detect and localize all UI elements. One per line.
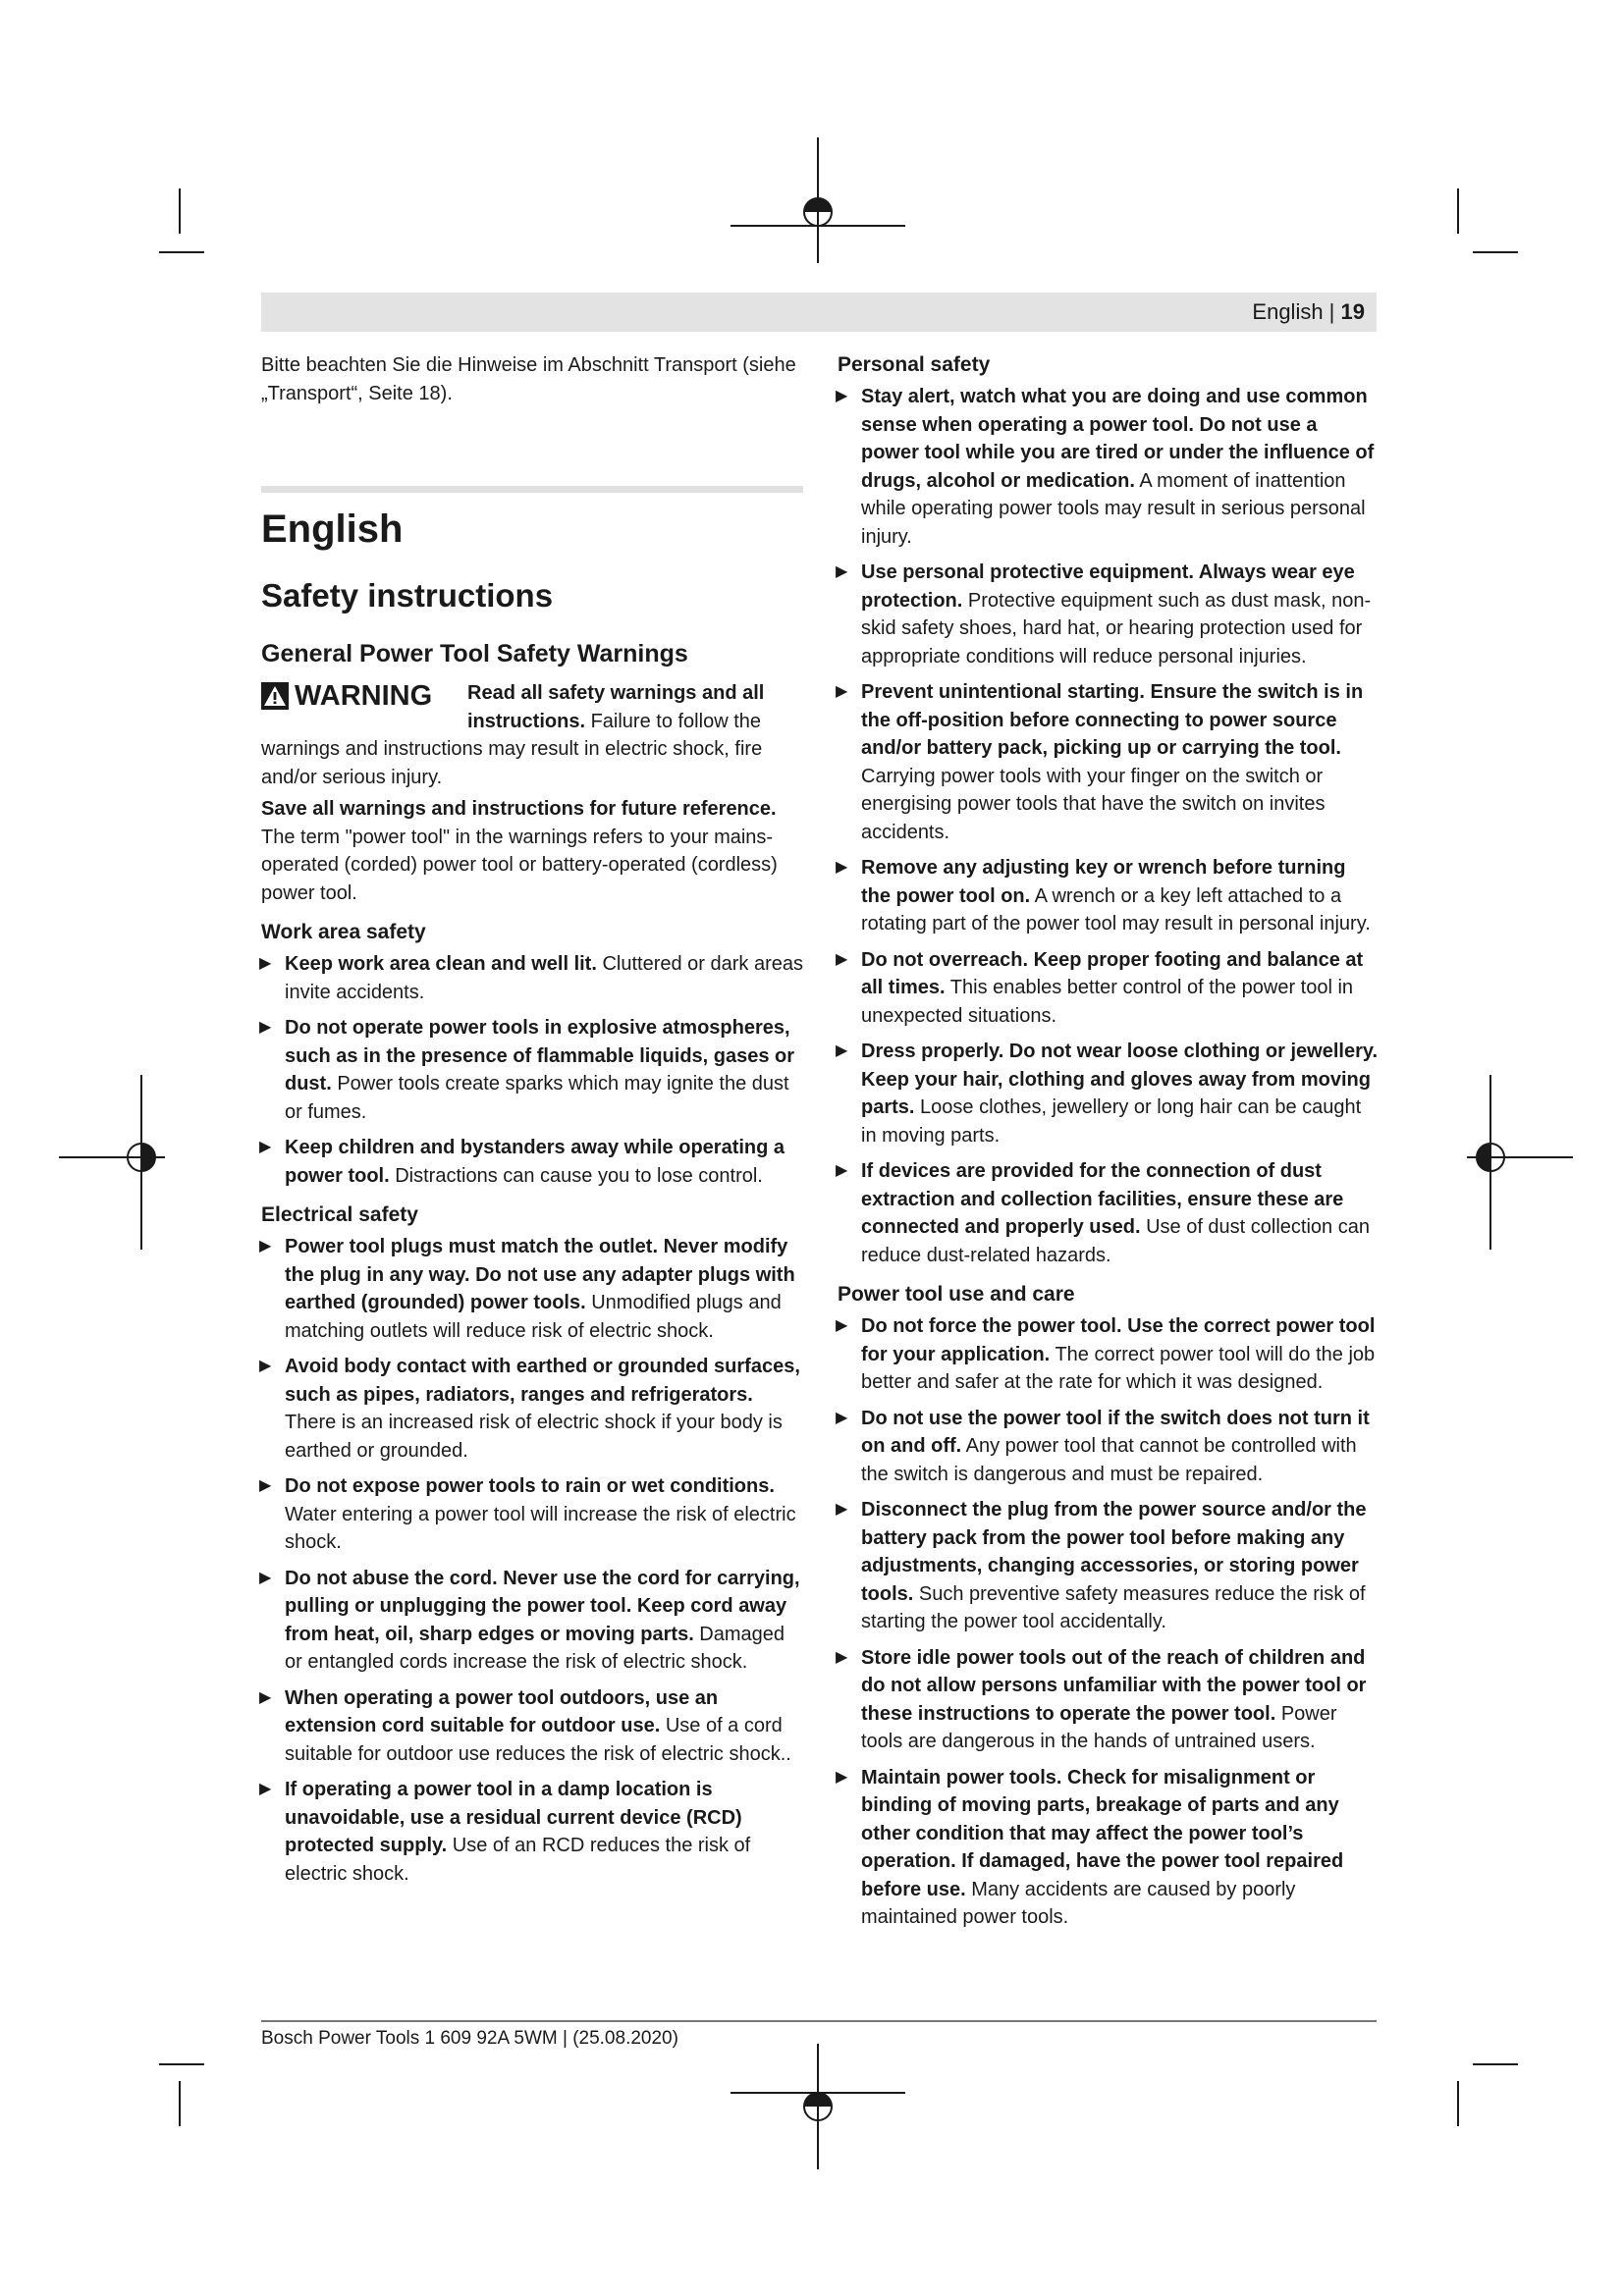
list-item: ▶ If devices are provided for the connection of dust extraction and collection facilities, ensure these are connected and properly used. Use of dust collection can reduce dust-related hazards. <box>838 1157 1380 1269</box>
list-item: ▶ If operating a power tool in a damp location is unavoidable, use a residual current device (RCD) protected supply. Use of an RCD reduces the risk of electric shock. <box>261 1776 803 1888</box>
crop-mark <box>179 188 181 234</box>
left-column <box>261 351 803 1896</box>
section-title: English <box>261 507 404 551</box>
list-item: ▶ Do not overreach. Keep proper footing and balance at all times. This enables better control of the power tool in unexpected situations. <box>838 946 1380 1031</box>
list-item: ▶ Dress properly. Do not wear loose clothing or jewellery. Keep your hair, clothing and gloves away from moving parts. Loose clothes, jewellery or long hair can be caught in moving parts. <box>838 1038 1380 1149</box>
list-item: ▶ Store idle power tools out of the reach of children and do not allow persons unfamiliar with the power tool or these instructions to operate the power tool. Power tools are dangerous in the hands of untrained users. <box>838 1644 1380 1756</box>
work-area-heading: Work area safety <box>261 921 426 943</box>
term-note: The term "power tool" in the warnings refers to your mains-operated (corded) power tool or battery-operated (cordless) power tool. <box>261 826 778 904</box>
list-item: ▶ Use personal protective equipment. Always wear eye protection. Protective equipment such as dust mask, non-skid safety shoes, hard hat, or hearing protection used for appropriate conditions will reduce personal injuries. <box>838 559 1380 670</box>
crop-mark <box>159 251 204 253</box>
registration-mark-icon <box>731 137 907 265</box>
header-language: English <box>1252 299 1324 324</box>
list-item: ▶ Disconnect the plug from the power source and/or the battery pack from the power tool before making any adjustments, changing accessories, or storing power tools. Such preventive safety measures reduce the risk of starting the power tool accidentally. <box>838 1496 1380 1636</box>
warning-word: WARNING <box>295 680 433 712</box>
list-item: ▶ Prevent unintentional starting. Ensure the switch is in the off-position before connecting to power source and/or battery pack, picking up or carrying the tool. Carrying power tools with your finger on the switch or energising power tools that have the switch on invites accidents. <box>838 678 1380 846</box>
save-note: Save all warnings and instructions for future reference. <box>261 798 777 820</box>
list-item: ▶ Stay alert, watch what you are doing and use common sense when operating a power tool. Do not use a power tool while you are tired or under the influence of drugs, alcohol or medication. A moment of inattention while operating power tools may result in serious personal injury. <box>838 383 1380 551</box>
warning-bold: Read all safety warnings and all instructions. <box>467 682 765 732</box>
list-item: ▶ Power tool plugs must match the outlet. Never modify the plug in any way. Do not use any adapter plugs with earthed (grounded) power tools. Unmodified plugs and matching outlets will reduce risk of electric shock. <box>261 1233 803 1345</box>
list-item: ▶ Avoid body contact with earthed or grounded surfaces, such as pipes, radiators, ranges and refrigerators. There is an increased risk of electric shock if your body is earthed or grounded. <box>261 1353 803 1465</box>
header-text <box>1252 299 1365 325</box>
registration-mark-icon <box>59 1075 167 1252</box>
personal-heading: Personal safety <box>838 353 991 376</box>
header-separator: | <box>1323 299 1341 324</box>
intro-paragraph: Bitte beachten Sie die Hinweise im Abschnitt Transport (siehe „Transport“, Seite 18). <box>261 354 796 404</box>
work-area-list <box>261 950 803 1190</box>
registration-mark-icon <box>1467 1075 1575 1252</box>
list-item: ▶ When operating a power tool outdoors, use an extension cord suitable for outdoor use. Use of a cord suitable for outdoor use reduces the risk of electric shock.. <box>261 1684 803 1769</box>
electrical-list <box>261 1233 803 1888</box>
list-item: ▶ Remove any adjusting key or wrench before turning the power tool on. A wrench or a key left attached to a rotating part of the power tool may result in personal injury. <box>838 854 1380 938</box>
crop-mark <box>1473 2063 1518 2065</box>
personal-list <box>838 383 1380 1269</box>
footer-rule <box>261 2020 1377 2022</box>
section-divider <box>261 486 803 493</box>
list-item: ▶ Maintain power tools. Check for misalignment or binding of moving parts, breakage of parts and any other condition that may affect the power tool’s operation. If damaged, have the power tool repaired before use. Many accidents are caused by poorly maintained power tools. <box>838 1764 1380 1932</box>
warning-body: Failure to follow the warnings and instructions may result in electric shock, fire and/or serious injury. <box>261 710 763 788</box>
list-item: ▶ Do not operate power tools in explosive atmospheres, such as in the presence of flammable liquids, gases or dust. Power tools create sparks which may ignite the dust or fumes. <box>261 1014 803 1126</box>
list-item: ▶ Do not use the power tool if the switch does not turn it on and off. Any power tool that cannot be controlled with the switch is dangerous and must be repaired. <box>838 1405 1380 1489</box>
crop-mark <box>159 2063 204 2065</box>
subsection-title: Safety instructions <box>261 577 554 614</box>
page-header <box>261 293 1377 332</box>
tool-use-heading: Power tool use and care <box>838 1283 1075 1306</box>
list-item: ▶ Keep work area clean and well lit. Cluttered or dark areas invite accidents. <box>261 950 803 1006</box>
right-column <box>838 351 1380 1940</box>
list-item: ▶ Do not expose power tools to rain or wet conditions. Water entering a power tool will increase the risk of electric shock. <box>261 1472 803 1557</box>
list-item: ▶ Keep children and bystanders away while operating a power tool. Distractions can cause you to lose control. <box>261 1134 803 1190</box>
tool-use-list <box>838 1312 1380 1932</box>
crop-mark <box>1473 251 1518 253</box>
general-warnings-title: General Power Tool Safety Warnings <box>261 640 688 667</box>
warning-triangle-icon <box>261 682 289 710</box>
list-item: ▶ Do not force the power tool. Use the correct power tool for your application. The correct power tool will do the job better and safer at the rate for which it was designed. <box>838 1312 1380 1397</box>
crop-mark <box>179 2081 181 2126</box>
page-footer: Bosch Power Tools 1 609 92A 5WM | (25.08.2020) <box>261 2028 678 2049</box>
warning-label <box>261 679 467 713</box>
registration-mark-icon <box>731 2044 907 2171</box>
crop-mark <box>1457 2081 1459 2126</box>
page-number: 19 <box>1340 299 1365 324</box>
electrical-heading: Electrical safety <box>261 1203 418 1226</box>
warning-block <box>261 679 803 791</box>
crop-mark <box>1457 188 1459 234</box>
list-item: ▶ Do not abuse the cord. Never use the cord for carrying, pulling or unplugging the power tool. Keep cord away from heat, oil, sharp edges or moving parts. Damaged or entangled cords increase the risk of electric shock. <box>261 1565 803 1677</box>
